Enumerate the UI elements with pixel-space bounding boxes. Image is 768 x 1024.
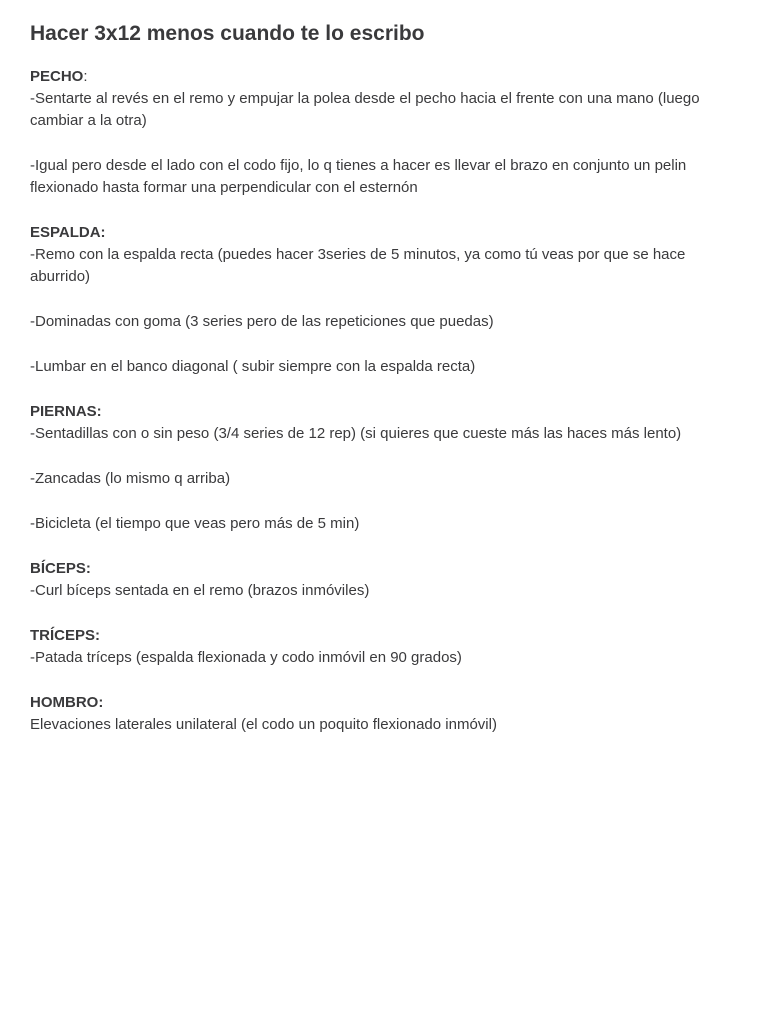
section-espalda: [30, 222, 730, 378]
note-line[interactable]: Elevaciones laterales unilateral (el codo un poquito flexionado inmóvil): [30, 716, 497, 733]
section-heading: [30, 66, 730, 88]
blank-line: [30, 535, 730, 558]
blank-line: [30, 602, 730, 625]
section-heading-text: BÍCEPS:: [30, 560, 91, 577]
section-heading: [30, 222, 730, 244]
blank-line: [30, 445, 730, 468]
section-piernas: [30, 401, 730, 535]
section-heading-text: PIERNAS:: [30, 403, 102, 420]
section-triceps: [30, 625, 730, 669]
note-line[interactable]: -Dominadas con goma (3 series pero de las repeticiones que puedas): [30, 313, 494, 330]
section-biceps: [30, 558, 730, 602]
section-heading-text: HOMBRO:: [30, 694, 104, 711]
section-heading: [30, 625, 730, 647]
section-hombro: [30, 692, 730, 736]
note-line[interactable]: -Curl bíceps sentada en el remo (brazos inmóviles): [30, 582, 370, 599]
blank-line: [30, 288, 730, 311]
note-title[interactable]: Hacer 3x12 menos cuando te lo escribo: [30, 22, 425, 45]
blank-line: [30, 490, 730, 513]
section-heading-suffix: :: [83, 68, 88, 85]
note-line[interactable]: -Sentarte al revés en el remo y empujar la polea desde el pecho hacia el frente con una mano (luego cambiar a la otra): [30, 90, 700, 129]
section-pecho: [30, 66, 730, 199]
note-line[interactable]: -Bicicleta (el tiempo que veas pero más de 5 min): [30, 515, 360, 532]
note-line[interactable]: -Zancadas (lo mismo q arriba): [30, 470, 231, 487]
section-heading: [30, 558, 730, 580]
note-line[interactable]: -Patada tríceps (espalda flexionada y codo inmóvil en 90 grados): [30, 649, 462, 666]
section-heading: [30, 401, 730, 423]
blank-line: [30, 199, 730, 222]
section-heading-text: ESPALDA:: [30, 224, 106, 241]
section-heading-text: PECHO: [30, 68, 84, 85]
blank-line: [30, 669, 730, 692]
blank-line: [30, 378, 730, 401]
note-line[interactable]: -Sentadillas con o sin peso (3/4 series de 12 rep) (si quieres que cueste más las haces más lento): [30, 425, 682, 442]
note-body[interactable]: [30, 18, 730, 736]
blank-line: [30, 333, 730, 356]
section-heading: [30, 692, 730, 714]
note-line[interactable]: -Lumbar en el banco diagonal ( subir siempre con la espalda recta): [30, 358, 476, 375]
section-heading-text: TRÍCEPS:: [30, 627, 101, 644]
note-line[interactable]: -Remo con la espalda recta (puedes hacer 3series de 5 minutos, ya como tú veas por que se hace aburrido): [30, 246, 686, 285]
note-line[interactable]: -Igual pero desde el lado con el codo fijo, lo q tienes a hacer es llevar el brazo en conjunto un pelin flexionado hasta formar una perpendicular con el esternón: [30, 157, 687, 196]
blank-line: [30, 132, 730, 155]
